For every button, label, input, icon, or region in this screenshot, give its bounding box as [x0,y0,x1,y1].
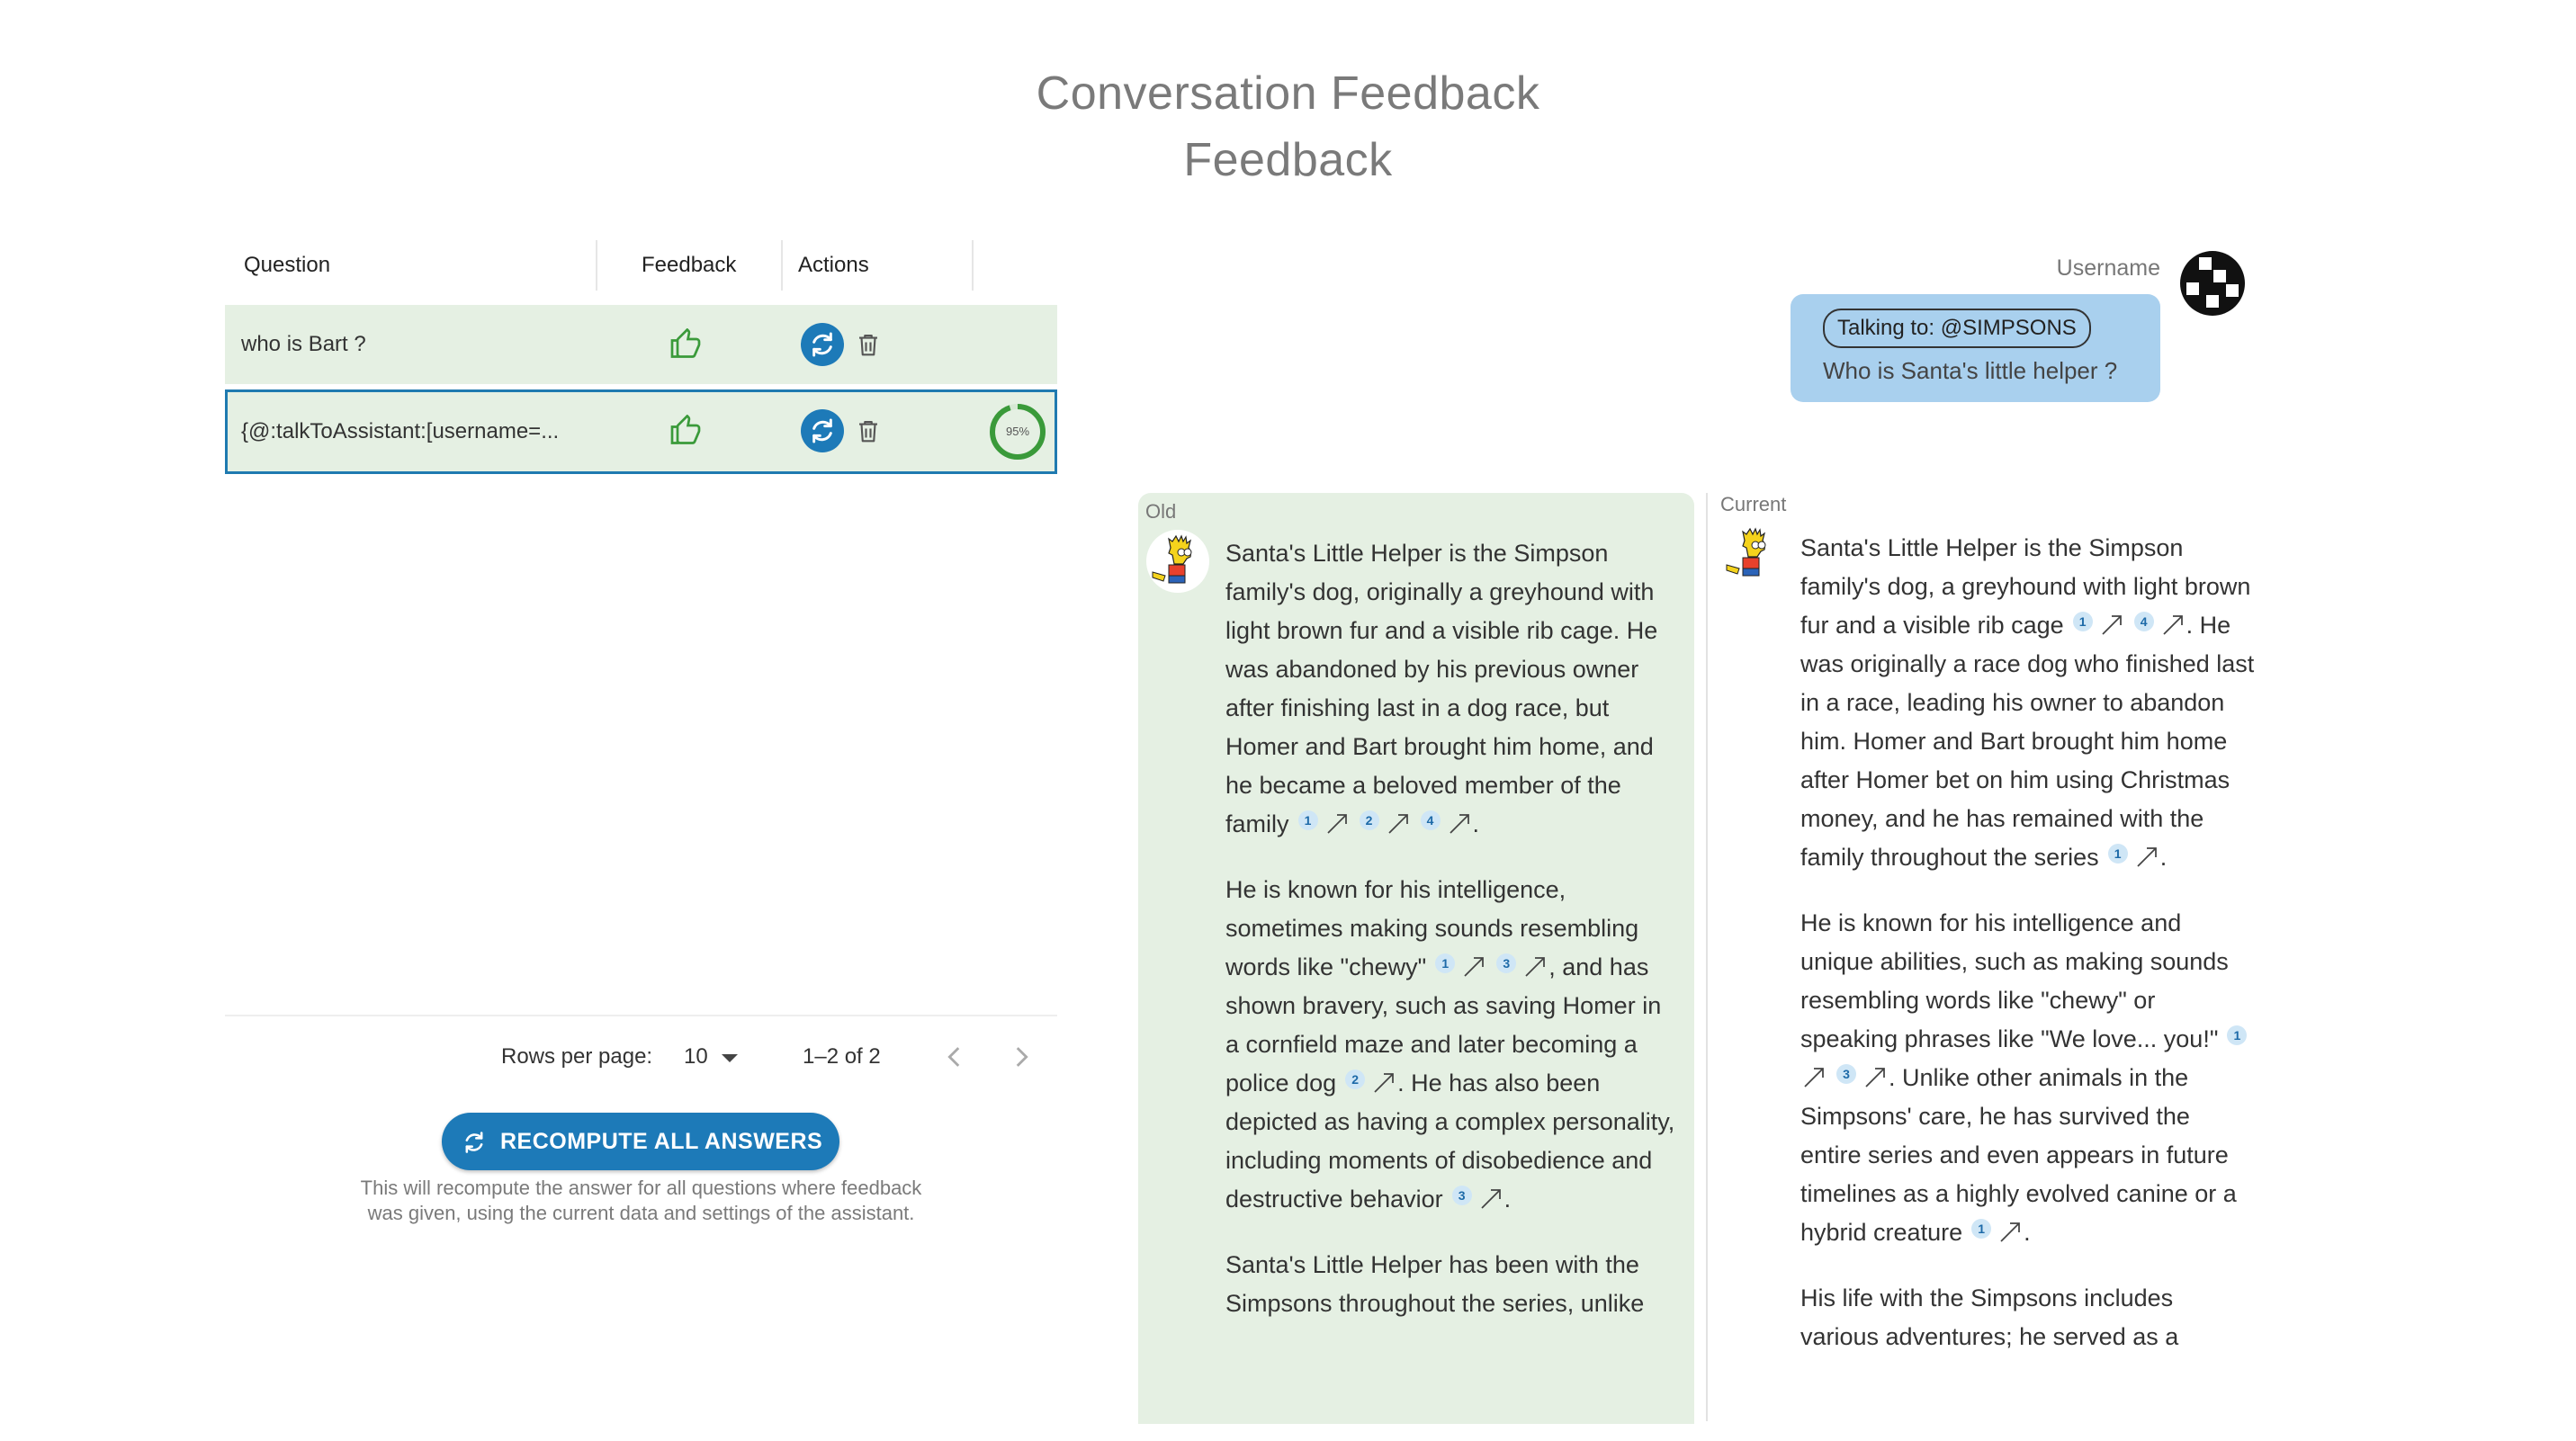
cur-p2a: He is known for his intelligence and unique abilities, such as making sounds resembling words like "chewy" or speaking phrases like "We love... you!" [1800,909,2229,1052]
bart-avatar-icon [1719,522,1784,586]
current-answer-text: Santa's Little Helper is the Simpson family's dog, a greyhound with light brown fur and a visible rib cage 1 4 . He was originally a race dog who finished last in a race, leading his owner to abandon him. Homer and Bart brought him home after Homer bet on him using Christmas money, and he has remained with the family throughout the series 1 . He is known for his intelligence and unique abilities, such as making sounds resembling words like "chewy" or speaking phrases like "We love... you!" 13 . Unlike other animals in the Simpsons' care, he has survived the entire series and even appears in future timelines as a highly evolved canine or a hybrid creature 1 . His life with the Simpsons includes various adventures; he served as a [1800,534,2255,1350]
old-answer-panel [1138,493,1694,1424]
citation-badge[interactable]: 4 [1421,810,1441,830]
old-p2c: . He has also been depicted as having a complex personality, including moments of disobedience and destructive behavior [1225,1070,1675,1213]
current-label: Current [1720,493,1787,515]
cur-p1a: Santa's Little Helper is the Simpson family's dog, a greyhound with light brown fur and a visible rib cage [1800,534,2251,639]
citation-badge[interactable]: 4 [2134,612,2154,631]
rows-per-page-select[interactable]: 10 [684,1044,708,1069]
external-link-icon[interactable] [1800,1064,1827,1091]
citation-badge[interactable]: 3 [1452,1186,1472,1205]
question-cell: {@:talkToAssistant:[username=... [241,419,560,443]
table-header [225,229,1057,301]
old-label: Old [1145,500,1177,523]
username-label: Username [2056,255,2160,281]
page-subtitle: Feedback [1183,134,1393,186]
external-link-icon[interactable] [2098,612,2125,639]
citation-badge[interactable]: 1 [1298,810,1318,830]
column-separator [596,240,597,291]
delete-icon[interactable] [855,416,882,445]
user-avatar [2179,250,2246,317]
external-link-icon[interactable] [2159,612,2186,639]
column-separator [972,240,974,291]
thumb-up-icon [669,415,702,447]
page-title: Conversation Feedback [1036,67,1540,120]
external-link-icon[interactable] [2133,844,2160,871]
refresh-icon [808,330,837,359]
assistant-chip[interactable]: Talking to: @SIMPSONS [1823,309,2091,348]
citation-badge[interactable]: 3 [1836,1064,1856,1084]
external-link-icon[interactable] [1862,1064,1889,1091]
chevron-left-icon[interactable] [939,1042,970,1072]
header-question[interactable]: Question [244,253,331,277]
thumb-up-icon [669,328,702,361]
bart-avatar-icon [1145,529,1210,594]
citation-badge[interactable]: 1 [2108,844,2128,864]
recompute-all-label: RECOMPUTE ALL ANSWERS [500,1129,823,1154]
citation-badge[interactable]: 2 [1360,810,1379,830]
refresh-icon [462,1130,487,1155]
feedback-table [225,229,1057,443]
external-link-icon[interactable] [1385,810,1412,837]
cur-p1b: . He was originally a race dog who finished last in a race, leading his owner to abandon him. Homer and Bart brought him home after Homer bet on him using Christmas money, and he has remained with the family throughout the series [1800,612,2255,871]
recompute-button[interactable] [801,323,844,366]
pagination-range: 1–2 of 2 [803,1044,881,1069]
old-p3: Santa's Little Helper has been with the Simpsons throughout the series, unlike [1225,1251,1645,1317]
old-answer-text: Santa's Little Helper is the Simpson family's dog, originally a greyhound with light brown fur and a visible rib cage. He was abandoned by his previous owner after finishing last in a dog race, but Homer and Bart brought him home, and he became a beloved member of the family 1 2 4 . He is known for his intelligence, sometimes making sounds resembling words like "chewy" 1 3 , and has shown bravery, such as saving Homer in a cornfield maze and later becoming a police dog 2 . He has also been depicted as having a complex personality, including moments of disobedience and destructive behavior 3 . Santa's Little Helper has been with the Simpsons throughout the series, unlike [1225,540,1675,1317]
cur-p3: His life with the Simpsons includes various adventures; he served as a [1800,1284,2179,1350]
external-link-icon[interactable] [1370,1070,1397,1096]
external-link-icon[interactable] [1460,953,1487,980]
external-link-icon[interactable] [1446,810,1473,837]
user-message: Who is Santa's little helper ? [1823,357,2118,384]
external-link-icon[interactable] [1477,1186,1504,1213]
citation-badge[interactable]: 1 [1435,953,1455,973]
citation-badge[interactable]: 3 [1496,953,1516,973]
old-p2b: , and has shown bravery, such as saving Homer in a cornfield maze and later becoming a police dog [1225,953,1662,1096]
progress-label: 95% [1005,425,1030,438]
chevron-right-icon[interactable] [1006,1042,1037,1072]
column-separator [781,240,783,291]
citation-badge[interactable]: 1 [2073,612,2093,631]
citation-badge[interactable]: 2 [1345,1070,1365,1089]
header-feedback[interactable]: Feedback [642,253,737,277]
delete-icon[interactable] [855,330,882,359]
citation-badge[interactable]: 1 [1971,1219,1991,1239]
old-p2a: He is known for his intelligence, sometimes making sounds resembling words like "chewy" [1225,876,1639,980]
external-link-icon[interactable] [1521,953,1548,980]
progress-indicator [989,403,1046,461]
old-p1: Santa's Little Helper is the Simpson family's dog, originally a greyhound with light brown fur and a visible rib cage. He was abandoned by his previous owner after finishing last in a dog race, but Homer and Bart brought him home, and he became a beloved member of the family [1225,540,1658,837]
column-divider [1706,493,1708,1421]
current-answer-panel [1714,493,2263,1424]
table-row-selected[interactable] [225,389,1057,474]
question-cell: who is Bart ? [241,332,366,356]
table-footer-divider [225,1015,1057,1016]
caret-down-icon[interactable] [722,1054,738,1062]
recompute-button[interactable] [801,409,844,452]
citation-badge[interactable]: 1 [2227,1025,2247,1045]
external-link-icon[interactable] [1997,1219,2024,1246]
recompute-all-button[interactable] [442,1113,839,1170]
header-actions[interactable]: Actions [798,253,869,277]
recompute-hint: This will recompute the answer for all questions where feedback was given, using the current data and settings of the assistant. [360,1177,922,1224]
refresh-icon [808,416,837,445]
rows-per-page-label: Rows per page: [501,1044,653,1069]
external-link-icon[interactable] [1324,810,1351,837]
cur-p2b: . Unlike other animals in the Simpsons' care, he has survived the entire series and even appears in future timelines as a highly evolved canine or a hybrid creature [1800,1064,2237,1246]
table-row[interactable] [225,305,1057,384]
user-message-bubble [1791,294,2160,402]
